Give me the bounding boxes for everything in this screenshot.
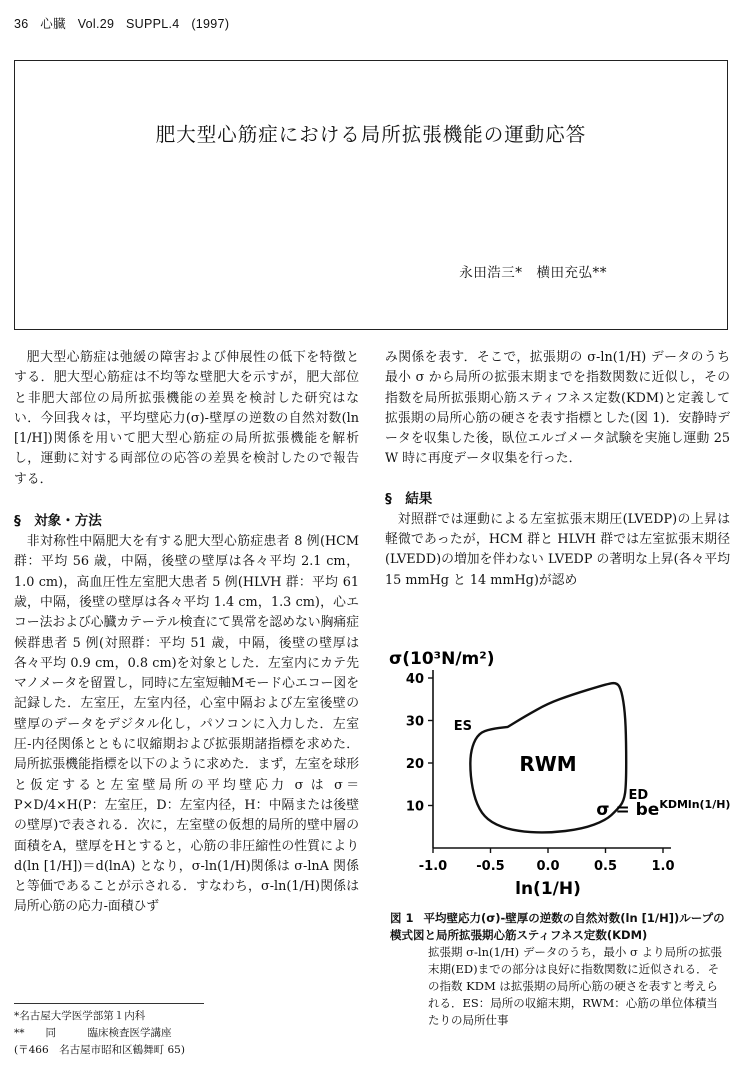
journal-volume: Vol.29 xyxy=(77,17,115,31)
y-axis-label: σ(10³N/m²) xyxy=(389,649,495,669)
figure-caption-title: 平均壁応力(σ)-壁厚の逆数の自然対数(ln [1/H])ループの模式図と局所拡張期心筋スティフネス定数(KDM) xyxy=(390,911,725,942)
paper-title: 肥大型心筋症における局所拡張機能の運動応答 xyxy=(155,123,587,146)
label-rwm: RWM xyxy=(519,752,577,776)
running-header xyxy=(14,14,237,32)
equation-exponent: KDMln(1/H) xyxy=(659,797,731,811)
section-heading-methods: § 対象・方法 xyxy=(14,513,102,530)
footnotes xyxy=(14,1008,354,1059)
paper-authors: 永田浩三* 横田充弘** xyxy=(459,265,607,281)
footnote-1: *名古屋大学医学部第１内科 xyxy=(14,1010,146,1022)
section-heading-results: § 結果 xyxy=(385,490,433,507)
intro-paragraph: 肥大型心筋症は弛緩の障害および伸展性の低下を特徴とする．肥大型心筋症は不均等な壁肥大を示すが，肥大部位と非肥大部位の局所拡張機能の差異を検討した研究はない．今回我々は，平均壁応力(σ)-壁厚の逆数の自然対数(ln [1/H])関係を用いて肥大型心筋症の局所拡張機能を解析し，運動に対する両部位の応答の差異を検討したので報告する． xyxy=(14,350,359,487)
y-tick-label: 20 xyxy=(405,757,424,772)
y-tick-label: 30 xyxy=(405,714,424,730)
x-axis-label: ln(1/H) xyxy=(515,879,581,899)
methods-paragraph: 非対称性中隔肥大を有する肥大型心筋症患者 8 例(HCM 群：平均 56 歳，中隔，後壁の壁厚は各々平均 2.1 cm，1.0 cm)，高血圧性左室肥大患者 5 例(HLVH 群：平均 61 歳，中隔，後壁の壁厚は各々平均 1.4 cm，1.3 cm)，心エコー法および心臓カテーテル検査にて異常を認めない胸痛症候群患者 5 例(対照群：平均 51 歳，中隔，後壁の壁厚は各々平均 0.9 cm，0.8 cm)を対象とした．左室内にカテ先マノメータを留置し，同時に左室短軸Mモード心エコー図を記録した．左室圧，左室内径，心室中隔および左室後壁の壁厚のデータをデジタル化し，パソコンに入力した．左室圧-内径関係とともに収縮期および拡張期諸指標を求めた．局所拡張機能指標を以下のように求めた．まず，左室を球形と仮定すると左室壁局所の平均壁応力 σ は σ＝P×D/4×H(P：左室圧，D：左室内径，H：中隔または後壁の壁厚)で表される．次に，左室壁の仮想的局所的壁中層の面積をA，壁厚をHとすると，心筋の非圧縮性の性質により d(ln [1/H])＝d(lnA) となり，σ-ln(1/H)関係は σ-lnA 関係と等価であることが示される．すなわち，σ-ln(1/H)関係は局所心筋の応力-面積ひず xyxy=(14,534,359,915)
methods-continuation: み関係を表す．そこで，拡張期の σ-ln(1/H) データのうち最小 σ から局所の拡張末期までを指数関数に近似し，その指数を局所拡張期心筋スティフネス定数(KDM)と定義して拡張期の局所心筋の硬さを表す指標とした(図 1)．安静時データを収集した後，臥位エルゴメータ試験を実施し運動 25 W 時に再度データ収集を行った． xyxy=(385,350,730,467)
journal-name: 心臓 xyxy=(40,17,66,31)
journal-suppl: SUPPL.4 xyxy=(126,17,180,31)
exponential-equation xyxy=(596,798,730,820)
footnote-2: ** 同 臨床検査医学講座 xyxy=(14,1027,172,1039)
x-tick-label: -0.5 xyxy=(476,859,505,874)
figure-caption xyxy=(390,910,728,1029)
figure-caption-body: 拡張期 σ-ln(1/H) データのうち，最小 σ より局所の拡張末期(ED)までの部分は良好に指数関数に近似される．その指数 KDM は拡張期の局所心筋の硬さを表すと考えられる．ES：局所の収縮末期，RWM：心筋の単位体積当たりの局所仕事 xyxy=(428,945,722,1027)
y-tick-label: 10 xyxy=(405,799,424,815)
figure-number: 図 1 xyxy=(390,911,414,925)
footnote-address: (〒466 名古屋市昭和区鶴舞町 65) xyxy=(14,1044,185,1056)
label-ed: ED xyxy=(628,788,649,804)
x-tick-label: 1.0 xyxy=(651,859,675,874)
x-tick-label: 0.5 xyxy=(593,859,618,874)
figure-1-chart xyxy=(385,640,740,902)
y-tick-label: 40 xyxy=(405,672,424,687)
x-tick-label: -1.0 xyxy=(418,859,448,874)
footnote-rule xyxy=(14,1003,204,1004)
x-tick-label: 0.0 xyxy=(536,859,560,874)
left-column xyxy=(14,348,359,918)
journal-year: (1997) xyxy=(191,17,230,31)
right-column xyxy=(385,348,730,591)
label-es: ES xyxy=(453,718,472,734)
page-number: 36 xyxy=(14,17,29,31)
title-box xyxy=(14,60,728,330)
results-paragraph: 対照群では運動による左室拡張末期圧(LVEDP)の上昇は軽微であったが，HCM 群と HLVH 群では左室拡張末期径(LVEDD)の増加を伴わない LVEDP の著明な上昇(各々平均 15 mmHg と 14 mmHg)が認め xyxy=(385,511,730,588)
equation-base: σ = be xyxy=(596,799,660,820)
